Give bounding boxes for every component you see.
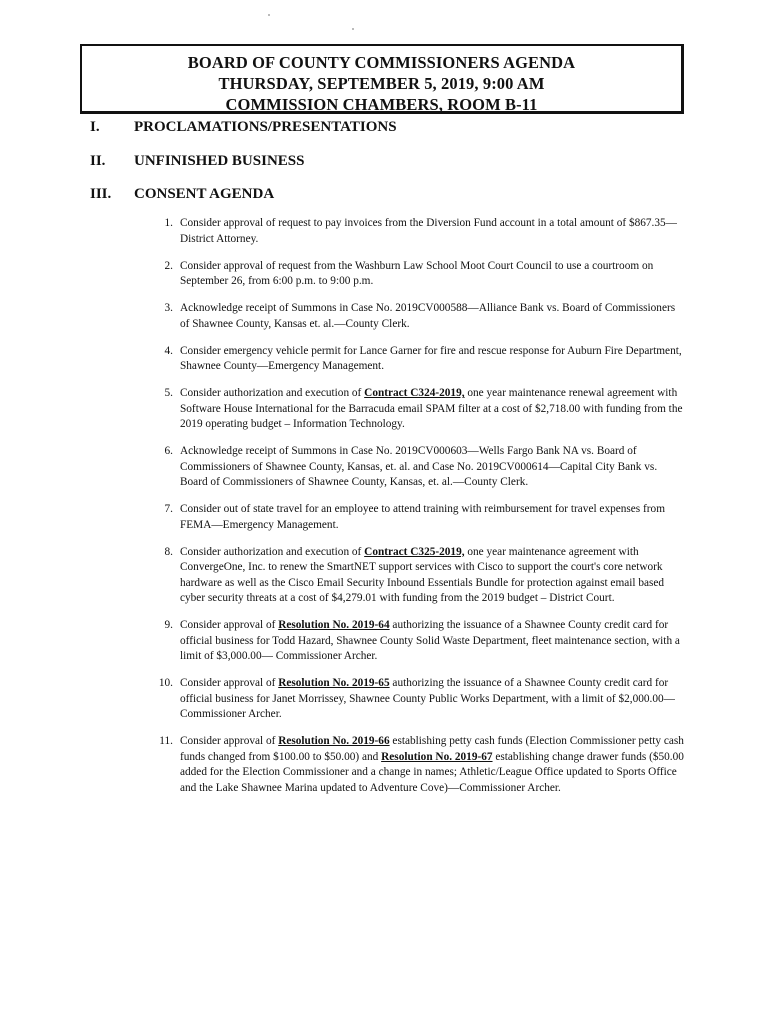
list-item [155,216,685,247]
item-text: Consider emergency vehicle permit for Lance Garner for fire and rescue response for Auburn Fire Department, Shawnee County—Emergency Management. [180,344,682,372]
list-item [155,545,685,607]
section-title: CONSENT AGENDA [134,186,275,202]
list-item [155,344,685,375]
list-item [155,734,685,796]
list-item [155,502,685,533]
item-number: 7. [164,503,173,515]
scan-speck [352,28,354,30]
item-number: 9. [164,619,173,631]
section-number: I. [90,119,100,135]
list-item [155,444,685,491]
item-number: 3. [164,302,173,314]
item-text: establishing change drawer funds ($50.00 added for the Election Commissioner and a change in names; Athletic/League Office updated to Sports Office and the Lake Shawnee Marina updated to Adventure Cove)—Commissioner Archer. [180,750,684,794]
item-text: authorizing the issuance of a Shawnee County credit card for official business for Todd Hazard, Shawnee County Solid Waste Department, fleet maintenance section, with a limit of $3,000.00— Commissioner Archer. [180,619,680,662]
list-item [155,259,685,290]
item-text: Acknowledge receipt of Summons in Case No. 2019CV000588—Alliance Bank vs. Board of Commissioners of Shawnee County, Kansas et. al.—County Clerk. [180,302,676,330]
list-item [155,301,685,332]
section-consent-agenda [90,186,274,203]
item-text: Consider authorization and execution of [180,387,365,399]
item-number: 11. [159,735,173,747]
section-number: II. [90,153,106,169]
list-item [155,676,685,723]
section-title: UNFINISHED BUSINESS [134,153,305,169]
item-number: 2. [164,259,173,272]
item-text: Consider out of state travel for an employee to attend training with reimbursement for travel expenses from FEMA—Emergency Management. [180,503,665,531]
item-text: Consider approval of request to pay invoices from the Diversion Fund account in a total amount of $867.35—District Attorney. [180,217,677,245]
item-number: 8. [164,545,173,558]
item-number: 1. [164,217,173,229]
resolution-link[interactable]: Resolution No. 2019-66 [278,735,390,747]
consent-agenda-list [155,216,685,808]
section-unfinished-business [90,153,304,170]
resolution-link[interactable]: Resolution No. 2019-67 [381,750,493,763]
contract-link[interactable]: Contract C324-2019, [364,387,465,399]
item-text: Consider approval of request from the Washburn Law School Moot Court Council to use a courtroom on September 26, from 6:00 p.m. to 9:00 p.m. [180,259,654,287]
item-number: 5. [164,387,173,399]
section-proclamations [90,119,397,136]
item-text: authorizing the issuance of a Shawnee County credit card for official business for Janet Morrissey, Shawnee County Public Works Department, with a limit of $2,000.00— Commissioner Archer. [180,677,675,720]
item-text: Consider authorization and execution of [180,545,365,558]
item-text: Acknowledge receipt of Summons in Case No. 2019CV000603—Wells Fargo Bank NA vs. Board of Commissioners of Shawnee County, Kansas, et. al. and Case No. 2019CV000614—Capital City Bank vs. Board of Commissioners of Shawnee County, Kansas, et. al.—County Clerk. [180,445,658,488]
item-text: Consider approval of [180,677,279,689]
section-title: PROCLAMATIONS/PRESENTATIONS [134,119,397,135]
header-location: COMMISSION CHAMBERS, ROOM B-11 [225,95,538,114]
item-text: Consider approval of [180,619,279,631]
item-number: 10. [158,677,173,689]
item-text: Consider approval of [180,735,279,747]
agenda-header-box [80,44,684,114]
scan-speck [268,14,270,16]
item-number: 4. [164,344,173,357]
contract-link[interactable]: Contract C325-2019, [364,545,465,558]
section-number: III. [90,186,112,202]
list-item [155,618,685,665]
header-title: BOARD OF COUNTY COMMISSIONERS AGENDA [187,53,576,72]
list-item [155,386,685,433]
item-text: establishing petty cash funds (Election Commissioner petty cash funds changed from $100.00 to $50.00) and [180,735,684,763]
item-text: one year maintenance agreement with ConvergeOne, Inc. to renew the SmartNET support services with Cisco to support the court's core network hardware as well as the Cisco Email Security Inbound Essentials Bundle for protection against email based cyber security threats at a cost of $4,279.01 with funding from the 2019 budget – District Court. [180,545,665,604]
resolution-link[interactable]: Resolution No. 2019-65 [278,677,390,689]
resolution-link[interactable]: Resolution No. 2019-64 [278,619,390,631]
header-date: THURSDAY, SEPTEMBER 5, 2019, 9:00 AM [218,74,545,93]
item-number: 6. [164,445,173,457]
item-text: one year maintenance renewal agreement with Software House International for the Barracuda email SPAM filter at a cost of $2,718.00 with funding from the 2019 operating budget – Information Technology. [180,387,683,430]
